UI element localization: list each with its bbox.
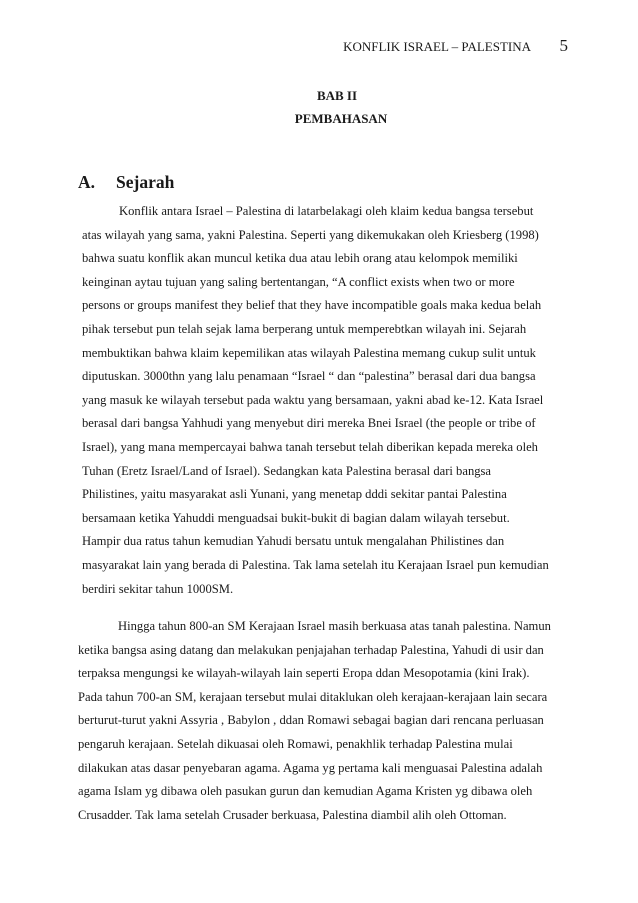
paragraph-line: agama Islam yg dibawa oleh pasukan gurun dan kemudian Agama Kristen yg dibawa oleh — [78, 784, 533, 799]
section-heading — [78, 172, 174, 193]
paragraph-line: masyarakat lain yang berada di Palestina. Tak lama setelah itu Kerajaan Israel pun kemudian — [82, 557, 549, 572]
running-header — [0, 37, 638, 57]
paragraph-1 — [82, 200, 564, 601]
paragraph-line: Crusadder. Tak lama setelah Crusader berkuasa, Palestina diambil alih oleh Ottoman. — [78, 807, 507, 822]
paragraph-2 — [78, 615, 564, 827]
paragraph-line: Philistines, yaitu masyarakat asli Yunani, yang menetap dddi sekitar pantai Palestina — [82, 487, 507, 502]
paragraph-line: terpaksa mengungsi ke wilayah-wilayah lain seperti Eropa ddan Mesopotamia (kini Irak). — [78, 666, 530, 681]
paragraph-line: Pada tahun 700-an SM, kerajaan tersebut mulai ditaklukan oleh kerajaan-kerajaan lain secara — [78, 689, 548, 704]
chapter-title: PEMBAHASAN — [294, 111, 388, 126]
section-title: Sejarah — [116, 172, 175, 192]
section-number: A. — [78, 172, 96, 192]
paragraph-line: berdiri sekitar tahun 1000SM. — [82, 581, 234, 596]
paragraph-line: yang masuk ke wilayah tersebut pada waktu yang bersamaan, yakni abad ke-12. Kata Israel — [82, 392, 544, 407]
paragraph-line: Hingga tahun 800-an SM Kerajaan Israel masih berkuasa atas tanah palestina. Namun — [118, 619, 551, 633]
paragraph-line: membuktikan bahwa klaim kepemilikan atas wilayah Palestina memang cukup sulit untuk — [82, 345, 536, 360]
paragraph-line: atas wilayah yang sama, yakni Palestina. Seperti yang dikemukakan oleh Kriesberg (1998) — [82, 227, 539, 242]
paragraph-line: pihak tersebut pun telah sejak lama berperang untuk memperebtkan wilayah ini. Sejarah — [82, 321, 527, 336]
paragraph-line: Israel), yang mana mempercayai bahwa tanah tersebut telah diberikan kepada mereka oleh — [82, 439, 538, 454]
paragraph-line: berturut-turut yakni Assyria , Babylon , ddan Romawi sebagai bagian dari rencana perluasan — [78, 713, 544, 728]
header-title: KONFLIK ISRAEL – PALESTINA — [343, 39, 531, 54]
paragraph-line: berasal dari bangsa Yahhudi yang menyebut diri mereka Bnei Israel (the people or tribe of — [82, 416, 536, 431]
paragraph-line: pengaruh kerajaan. Setelah dikuasai oleh Romawi, penakhlik terhadap Palestina mulai — [78, 736, 513, 751]
paragraph-line: diputuskan. 3000thn yang lalu penamaan “Israel “ dan “palestina” berasal dari dua bangsa — [82, 369, 536, 384]
paragraph-line: ketika bangsa asing datang dan melakukan penjajahan terhadap Palestina, Yahudi di usir dan — [78, 642, 544, 657]
paragraph-line: bersamaan ketika Yahuddi menguadsai bukit-bukit di bagian dalam wilayah tersebut. — [82, 510, 510, 525]
paragraph-line: Hampir dua ratus tahun kemudian Yahudi bersatu untuk mengalahan Philistines dan — [82, 534, 505, 549]
paragraph-line: Konflik antara Israel – Palestina di latarbelakagi oleh klaim kedua bangsa tersebut — [119, 204, 534, 218]
paragraph-line: dilakukan atas dasar penyebaran agama. Agama yg pertama kali menguasai Palestina adalah — [78, 760, 543, 775]
page-number: 5 — [559, 36, 568, 55]
paragraph-line: persons or groups manifest they belief that they have incompatible goals maka kedua belah — [82, 298, 542, 313]
chapter-label: BAB II — [316, 88, 358, 103]
paragraph-line: keinginan aytau tujuan yang saling bertentangan, “A conflict exists when two or more — [82, 274, 515, 289]
paragraph-line: Tuhan (Eretz Israel/Land of Israel). Sedangkan kata Palestina berasal dari bangsa — [82, 463, 492, 478]
paragraph-line: bahwa suatu konflik akan muncul ketika dua atau lebih orang atau kelompok memiliki — [82, 251, 518, 266]
